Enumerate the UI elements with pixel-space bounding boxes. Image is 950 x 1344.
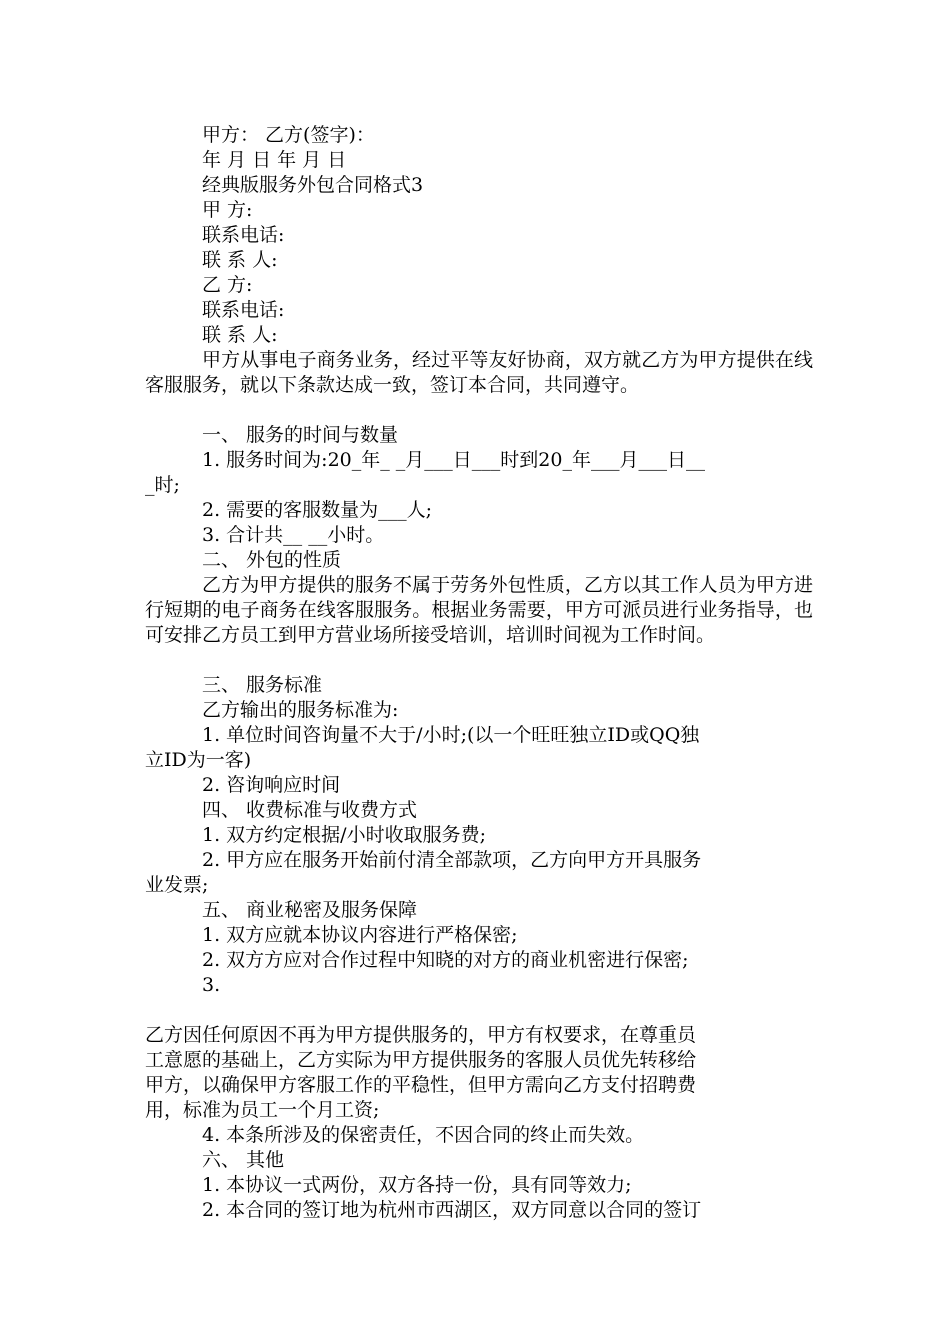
party-a-phone: 联系电话: bbox=[202, 224, 285, 246]
section-1-item-1: 1. 服务时间为:20_年_ _月___日___时到20_年___月___日__ bbox=[202, 449, 705, 471]
section-3-item-2: 2. 咨询响应时间 bbox=[202, 774, 341, 796]
section-4-item-2: 2. 甲方应在服务开始前付清全部款项，乙方向甲方开具服务 bbox=[202, 849, 702, 871]
date-line: 年 月 日 年 月 日 bbox=[202, 149, 347, 171]
section-3-item-1-cont: 立ID为一客) bbox=[145, 749, 252, 771]
signature-line: 甲方： 乙方(签字)： bbox=[202, 124, 375, 146]
section-4-item-2-cont: 业发票; bbox=[145, 874, 209, 896]
section-3-intro: 乙方输出的服务标准为: bbox=[202, 699, 399, 721]
document-title: 经典版服务外包合同格式3 bbox=[202, 174, 424, 196]
party-a-label: 甲 方: bbox=[202, 199, 253, 221]
party-a-contact: 联 系 人: bbox=[202, 249, 278, 271]
section-5-item-3: 3. bbox=[202, 974, 221, 996]
intro-paragraph: 甲方从事电子商务业务，经过平等友好协商，双方就乙方为甲方提供在线客服服务，就以下条款达成一致，签订本合同，共同遵守。 bbox=[145, 349, 813, 396]
section-5-item-4: 4. 本条所涉及的保密责任，不因合同的终止而失效。 bbox=[202, 1124, 645, 1146]
section-6-item-2: 2. 本合同的签订地为杭州市西湖区，双方同意以合同的签订 bbox=[202, 1199, 702, 1221]
section-4-item-1: 1. 双方约定根据/小时收取服务费; bbox=[202, 824, 486, 846]
section-5-para-line-2: 工意愿的基础上，乙方实际为甲方提供服务的客服人员优先转移给 bbox=[145, 1049, 697, 1071]
section-5-para-line-4: 用，标准为员工一个月工资; bbox=[145, 1099, 380, 1121]
section-6-item-1: 1. 本协议一式两份，双方各持一份，具有同等效力; bbox=[202, 1174, 632, 1196]
party-b-phone: 联系电话: bbox=[202, 299, 285, 321]
section-5-para-line-1: 乙方因任何原因不再为甲方提供服务的，甲方有权要求，在尊重员 bbox=[145, 1024, 697, 1046]
section-3-title: 三、 服务标准 bbox=[202, 674, 323, 696]
section-2-title: 二、 外包的性质 bbox=[202, 549, 342, 571]
section-1-title: 一、 服务的时间与数量 bbox=[202, 424, 399, 446]
section-2-paragraph: 乙方为甲方提供的服务不属于劳务外包性质，乙方以其工作人员为甲方进行短期的电子商务在线客服服务。根据业务需要，甲方可派员进行业务指导，也可安排乙方员工到甲方营业场所接受培训，培训时间视为工作时间。 bbox=[145, 574, 813, 646]
section-5-title: 五、 商业秘密及服务保障 bbox=[202, 899, 418, 921]
section-5-item-1: 1. 双方应就本协议内容进行严格保密; bbox=[202, 924, 518, 946]
section-4-title: 四、 收费标准与收费方式 bbox=[202, 799, 418, 821]
section-6-title: 六、 其他 bbox=[202, 1149, 285, 1171]
section-5-item-2: 2. 双方方应对合作过程中知晓的对方的商业机密进行保密; bbox=[202, 949, 689, 971]
section-1-item-1-cont: _时; bbox=[145, 474, 180, 496]
section-1-item-3: 3. 合计共__ __小时。 bbox=[202, 524, 385, 546]
section-1-item-2: 2. 需要的客服数量为___人; bbox=[202, 499, 433, 521]
party-b-label: 乙 方: bbox=[202, 274, 253, 296]
party-b-contact: 联 系 人: bbox=[202, 324, 278, 346]
section-3-item-1: 1. 单位时间咨询量不大于/小时;(以一个旺旺独立ID或QQ独 bbox=[202, 724, 700, 746]
section-5-para-line-3: 甲方，以确保甲方客服工作的平稳性，但甲方需向乙方支付招聘费 bbox=[145, 1074, 697, 1096]
